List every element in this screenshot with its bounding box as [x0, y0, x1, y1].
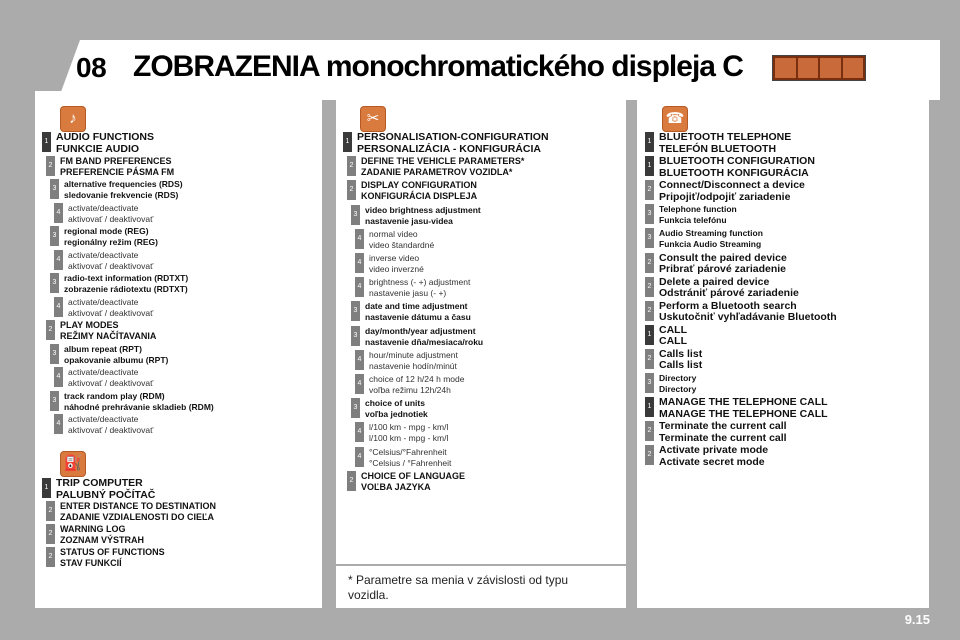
level-badge: 4 [355, 350, 364, 370]
menu-item-label [64, 179, 183, 201]
menu-item [645, 301, 837, 324]
menu-item-label [64, 226, 158, 248]
level-badge: 2 [46, 547, 55, 567]
menu-item-label [659, 228, 763, 250]
menu-item-line: brightness (- +) adjustment [369, 277, 471, 288]
menu-item [645, 228, 763, 250]
menu-item [645, 349, 702, 372]
menu-item-label [659, 277, 799, 300]
page-title: ZOBRAZENIA monochromatického displeja C [133, 50, 743, 83]
menu-item-line: MANAGE THE TELEPHONE CALL [659, 407, 828, 420]
menu-item-label [659, 373, 696, 395]
level-badge: 3 [351, 398, 360, 418]
menu-item-line: MANAGE THE TELEPHONE CALL [659, 396, 828, 409]
menu-item-line: aktivovať / deaktivovať [68, 378, 154, 388]
menu-item-line: REŽIMY NAČÍTAVANIA [60, 331, 157, 341]
menu-item-line: activate/deactivate [68, 414, 139, 424]
menu-item-line: BLUETOOTH KONFIGURÁCIA [659, 166, 809, 179]
level-badge: 2 [645, 349, 654, 369]
audio-icon: ♪ [60, 106, 86, 132]
menu-item [54, 203, 153, 225]
menu-item-label [659, 349, 702, 372]
menu-item [645, 132, 791, 155]
menu-item [347, 156, 524, 178]
menu-item [355, 277, 470, 299]
menu-item-line: inverse video [369, 253, 420, 263]
level-badge: 4 [355, 374, 364, 394]
menu-item-line: video brightness adjustment [365, 204, 481, 215]
page-number: 9.15 [904, 612, 930, 627]
menu-item-line: DISPLAY CONFIGURATION [361, 180, 477, 191]
menu-item-line: CHOICE OF LANGUAGE [361, 470, 466, 481]
menu-item-label [361, 156, 524, 178]
menu-item-line: Funkcia Audio Streaming [659, 239, 762, 250]
level-badge: 2 [46, 156, 55, 176]
menu-item [54, 414, 153, 436]
menu-item-line: BLUETOOTH CONFIGURATION [659, 155, 815, 168]
menu-item-label [60, 320, 156, 342]
menu-item-line: Directory [659, 384, 697, 394]
menu-item [351, 301, 471, 323]
menu-item-line: hour/minute adjustment [369, 349, 458, 360]
menu-item-line: náhodné prehrávanie skladieb (RDM) [64, 401, 214, 412]
menu-item-line: WARNING LOG [60, 524, 126, 534]
menu-item [351, 326, 483, 348]
menu-item [42, 478, 155, 501]
menu-item-label [361, 180, 477, 202]
level-badge: 1 [645, 397, 654, 417]
menu-item-line: Activate secret mode [659, 455, 765, 468]
menu-item-label [659, 180, 805, 203]
menu-item [54, 367, 153, 389]
level-badge: 4 [54, 203, 63, 223]
menu-item [351, 205, 481, 227]
menu-item-line: TRIP COMPUTER [56, 477, 143, 489]
menu-item-line: l/100 km - mpg - km/l [369, 422, 449, 433]
menu-item [50, 179, 183, 201]
level-badge: 3 [351, 205, 360, 225]
menu-item-label [659, 132, 791, 155]
menu-item-label [659, 301, 837, 324]
menu-item-line: date and time adjustment [365, 301, 468, 312]
menu-item-line: Terminate the current call [659, 420, 787, 433]
level-badge: 1 [645, 156, 654, 176]
level-badge: 2 [645, 421, 654, 441]
level-badge: 2 [645, 277, 654, 297]
tools-icon: ✂ [360, 106, 386, 132]
menu-item-label [659, 253, 787, 276]
menu-item-line: VOĽBA JAZYKA [361, 481, 431, 492]
menu-item-line: ENTER DISTANCE TO DESTINATION [60, 501, 217, 511]
menu-item-label [369, 253, 424, 275]
menu-item-line: Odstrániť párové zariadenie [659, 287, 799, 300]
menu-item [50, 273, 188, 295]
menu-item-label [361, 471, 465, 493]
menu-item-label [64, 391, 214, 413]
level-badge: 4 [54, 367, 63, 387]
menu-item-line: STATUS OF FUNCTIONS [60, 547, 165, 557]
menu-item [355, 253, 424, 275]
menu-item-line: Calls list [659, 359, 703, 372]
menu-item-line: activate/deactivate [68, 296, 139, 307]
menu-item-label [68, 297, 153, 319]
level-badge: 3 [50, 179, 59, 199]
menu-item-label [60, 547, 165, 569]
menu-item-line: PERSONALISATION-CONFIGURATION [357, 131, 549, 143]
menu-item-line: sledovanie frekvencie (RDS) [64, 190, 179, 200]
menu-item-line: track random play (RDM) [64, 390, 165, 401]
menu-item-line: aktivovať / deaktivovať [68, 260, 154, 271]
menu-item [347, 180, 477, 202]
menu-item-line: CALL [659, 323, 687, 336]
menu-item-line: CALL [659, 335, 687, 348]
menu-item-line: activate/deactivate [68, 249, 139, 260]
level-badge: 4 [355, 447, 364, 467]
menu-item-label [64, 273, 188, 295]
menu-item-label [365, 398, 428, 420]
menu-item [645, 277, 799, 300]
level-badge: 2 [46, 320, 55, 340]
menu-item [46, 156, 174, 178]
menu-item-label [64, 344, 168, 366]
menu-item-line: aktivovať / deaktivovať [68, 425, 154, 435]
menu-item-label [68, 203, 153, 225]
menu-item-line: BLUETOOTH TELEPHONE [659, 131, 792, 143]
menu-item-line: aktivovať / deaktivovať [68, 213, 154, 224]
menu-item-line: Delete a paired device [659, 275, 770, 288]
menu-item-label [659, 445, 768, 468]
level-badge: 1 [645, 325, 654, 345]
menu-item-label [68, 367, 153, 389]
menu-item-line: FUNKCIE AUDIO [56, 142, 140, 155]
menu-item-line: regional mode (REG) [64, 226, 149, 236]
menu-item-label [365, 301, 471, 323]
menu-item-label [56, 478, 155, 501]
menu-item-label [659, 421, 787, 444]
menu-item-line: Calls list [659, 347, 703, 360]
level-badge: 2 [347, 180, 356, 200]
menu-item-line: activate/deactivate [68, 367, 139, 377]
menu-item-label [365, 326, 483, 348]
menu-item [46, 320, 156, 342]
menu-item [645, 253, 787, 276]
menu-item [645, 204, 737, 226]
menu-item-line: video inverzné [369, 264, 424, 274]
level-badge: 4 [355, 277, 364, 297]
menu-item-line: l/100 km - mpg - km/l [369, 433, 449, 444]
menu-item-line: PERSONALIZÁCIA - KONFIGURÁCIA [357, 142, 541, 155]
level-badge: 2 [347, 156, 356, 176]
menu-item [355, 422, 448, 444]
menu-item-line: Terminate the current call [659, 431, 787, 444]
level-badge: 1 [645, 132, 654, 152]
menu-item-label [659, 156, 815, 179]
menu-item-label [369, 229, 434, 251]
level-badge: 2 [645, 301, 654, 321]
menu-item [46, 501, 216, 523]
menu-item [46, 524, 144, 546]
menu-item-line: video štandardné [369, 239, 435, 250]
menu-item-line: STAV FUNKCIÍ [60, 558, 122, 568]
menu-item-line: Connect/Disconnect a device [659, 179, 805, 192]
level-badge: 4 [355, 253, 364, 273]
menu-item-label [369, 447, 451, 469]
menu-item-label [369, 350, 458, 372]
phone-icon: ☎ [662, 106, 688, 132]
level-badge: 4 [355, 229, 364, 249]
level-badge: 3 [50, 226, 59, 246]
menu-item-line: nastavenie hodín/minút [369, 360, 457, 371]
level-badge: 4 [54, 414, 63, 434]
level-badge: 3 [645, 204, 654, 224]
menu-item-line: Audio Streaming function [659, 228, 763, 239]
menu-item-line: album repeat (RPT) [64, 343, 142, 354]
menu-item [355, 374, 464, 396]
trip-computer-icon: ⛽ [60, 451, 86, 477]
menu-item [355, 447, 451, 469]
menu-item-label [68, 250, 153, 272]
level-badge: 2 [46, 524, 55, 544]
level-badge: 2 [645, 253, 654, 273]
menu-item-line: aktivovať / deaktivovať [68, 307, 154, 318]
menu-item-line: voľba režimu 12h/24h [369, 385, 451, 395]
menu-item [645, 445, 768, 468]
menu-item [50, 344, 168, 366]
menu-item-label [60, 524, 144, 546]
footnote: * Parametre sa menia v závislosti od typu vozidla. [348, 573, 569, 602]
level-badge: 2 [645, 180, 654, 200]
menu-item-line: choice of units [365, 398, 425, 409]
menu-item [50, 391, 214, 413]
menu-item-line: AUDIO FUNCTIONS [56, 131, 154, 143]
menu-item-line: Consult the paired device [659, 251, 787, 264]
menu-item-line: nastavenie jasu (- +) [369, 288, 447, 299]
menu-item-line: ZADANIE PARAMETROV VOZIDLA* [361, 167, 513, 178]
menu-item-line: Directory [659, 373, 697, 383]
menu-item [645, 397, 828, 420]
menu-item [54, 250, 153, 272]
menu-item [343, 132, 549, 155]
menu-item-line: choice of 12 h/24 h mode [369, 374, 465, 384]
menu-item-line: DEFINE THE VEHICLE PARAMETERS* [361, 156, 525, 167]
menu-item [355, 350, 458, 372]
menu-item-label [68, 414, 153, 436]
level-badge: 3 [50, 391, 59, 411]
menu-item-line: radio-text information (RDTXT) [64, 273, 189, 283]
menu-item-line: Pripojiť/odpojiť zariadenie [659, 190, 791, 203]
menu-item-line: Telephone function [659, 204, 737, 215]
level-badge: 1 [343, 132, 352, 152]
level-badge: 3 [645, 373, 654, 393]
menu-item-line: voľba jednotiek [365, 409, 428, 420]
chapter-number: 08 [76, 52, 107, 83]
menu-item [645, 180, 805, 203]
menu-item-line: nastavenie dňa/mesiaca/roku [365, 336, 484, 347]
menu-item-line: °Celsius/°Fahrenheit [369, 446, 447, 457]
menu-item-label [60, 156, 174, 178]
menu-item [351, 398, 428, 420]
menu-item [347, 471, 465, 493]
menu-item-line: alternative frequencies (RDS) [64, 179, 183, 189]
menu-item-label [357, 132, 549, 155]
level-badge: 4 [54, 297, 63, 317]
menu-item [645, 156, 815, 179]
menu-item-line: Funkcia telefónu [659, 215, 727, 226]
menu-item [355, 229, 434, 251]
menu-item-line: day/month/year adjustment [365, 325, 476, 336]
menu-item [46, 547, 165, 569]
display-icon-strip [772, 55, 866, 81]
level-badge: 3 [50, 273, 59, 293]
menu-item-line: normal video [369, 228, 418, 239]
level-badge: 1 [42, 132, 51, 152]
menu-item-line: zobrazenie rádiotextu (RDTXT) [64, 284, 188, 294]
menu-item-label [369, 277, 470, 299]
menu-item [42, 132, 154, 155]
menu-item [50, 226, 158, 248]
menu-item-line: Perform a Bluetooth search [659, 299, 797, 312]
level-badge: 2 [347, 471, 356, 491]
menu-item-label [365, 205, 481, 227]
level-badge: 3 [351, 301, 360, 321]
menu-item-line: activate/deactivate [68, 202, 139, 213]
menu-item-line: FM BAND PREFERENCES [60, 155, 172, 166]
level-badge: 4 [54, 250, 63, 270]
menu-item-line: PLAY MODES [60, 320, 119, 330]
level-badge: 1 [42, 478, 51, 498]
level-badge: 3 [50, 344, 59, 364]
menu-item-line: Activate private mode [659, 444, 769, 457]
menu-item-line: regionálny režim (REG) [64, 237, 158, 247]
menu-item-label [60, 501, 216, 523]
menu-item [645, 421, 787, 444]
menu-item [54, 297, 153, 319]
level-badge: 3 [645, 228, 654, 248]
menu-item-label [369, 374, 464, 396]
menu-item-line: TELEFÓN BLUETOOTH [659, 142, 777, 155]
menu-item-line: nastavenie jasu-videa [365, 215, 453, 226]
menu-item-label [369, 422, 448, 444]
level-badge: 2 [46, 501, 55, 521]
level-badge: 3 [351, 326, 360, 346]
menu-item-line: Uskutočniť vyhľadávanie Bluetooth [659, 311, 837, 324]
menu-item-label [659, 325, 687, 348]
level-badge: 4 [355, 422, 364, 442]
menu-item-label [56, 132, 154, 155]
level-badge: 2 [645, 445, 654, 465]
menu-item-line: PALUBNÝ POČÍTAČ [56, 488, 156, 501]
menu-item-line: opakovanie albumu (RPT) [64, 354, 169, 365]
menu-item-line: ZOZNAM VÝSTRAH [60, 535, 144, 545]
menu-item-line: Pribrať párové zariadenie [659, 263, 786, 275]
menu-item [645, 325, 687, 348]
menu-item-line: °Celsius / °Fahrenheit [369, 457, 452, 468]
menu-item-line: PREFERENCIE PÁSMA FM [60, 166, 175, 177]
menu-item-label [659, 397, 828, 420]
menu-item-line: KONFIGURÁCIA DISPLEJA [361, 191, 478, 202]
menu-item [645, 373, 696, 395]
menu-item-line: ZADANIE VZDIALENOSTI DO CIEĽA [60, 512, 215, 522]
menu-item-line: nastavenie dátumu a času [365, 312, 471, 323]
menu-item-label [659, 204, 737, 226]
